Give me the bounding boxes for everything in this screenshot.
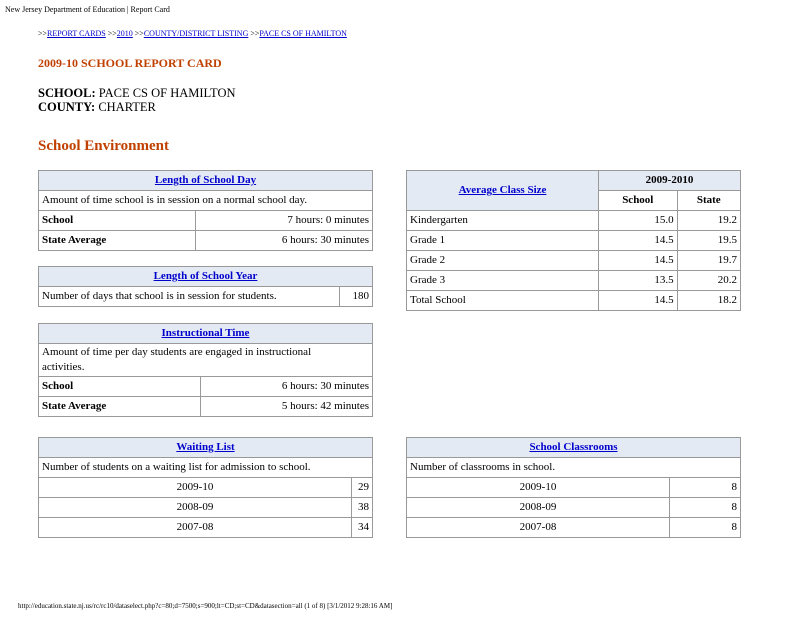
class-size-col-school: School (599, 191, 678, 211)
breadcrumb-link-2010[interactable]: 2010 (116, 29, 133, 38)
breadcrumb-link-county-district[interactable]: COUNTY/DISTRICT LISTING (143, 29, 249, 38)
instructional-time-link[interactable]: Instructional Time (161, 327, 250, 339)
classrooms-description: Number of classrooms in school. (407, 458, 741, 478)
table-row: Grade 2 14.5 19.7 (407, 251, 741, 271)
class-size-link[interactable]: Average Class Size (458, 184, 547, 196)
classrooms-table (406, 437, 741, 538)
classrooms-link[interactable]: School Classrooms (529, 441, 618, 453)
breadcrumb-link-school[interactable]: PACE CS OF HAMILTON (259, 29, 347, 38)
county-label: COUNTY: (38, 100, 96, 114)
table-row: 2007-08 34 (39, 518, 373, 538)
breadcrumb: >>REPORT CARDS >>2010 >>COUNTY/DISTRICT LISTING >>PACE CS OF HAMILTON (38, 29, 347, 38)
table-row: 2009-10 8 (407, 478, 741, 498)
length-of-year-value: 180 (340, 287, 373, 307)
length-of-year-table (38, 266, 373, 307)
table-row: 2007-08 8 (407, 518, 741, 538)
table-row: State Average 5 hours: 42 minutes (39, 397, 373, 417)
class-size-table (406, 170, 741, 311)
class-size-year: 2009-2010 (599, 171, 741, 191)
table-row: School 7 hours: 0 minutes (39, 211, 373, 231)
length-of-day-link[interactable]: Length of School Day (154, 174, 257, 186)
table-row: Grade 1 14.5 19.5 (407, 231, 741, 251)
waiting-list-description: Number of students on a waiting list for admission to school. (39, 458, 373, 478)
table-row: State Average 6 hours: 30 minutes (39, 231, 373, 251)
table-row: 2008-09 8 (407, 498, 741, 518)
instructional-time-description: Amount of time per day students are engaged in instructional activities. (39, 344, 373, 377)
report-title: 2009-10 SCHOOL REPORT CARD (38, 56, 222, 70)
waiting-list-link[interactable]: Waiting List (176, 441, 235, 453)
table-row: Grade 3 13.5 20.2 (407, 271, 741, 291)
section-title: School Environment (38, 138, 169, 154)
school-value: PACE CS OF HAMILTON (98, 86, 236, 100)
table-row (39, 287, 373, 307)
county-line (38, 100, 156, 115)
county-value: CHARTER (98, 100, 156, 114)
length-of-day-description: Amount of time school is in session on a normal school day. (39, 191, 373, 211)
length-of-day-table (38, 170, 373, 251)
window-title: New Jersey Department of Education | Report Card (5, 5, 170, 14)
table-row: School 6 hours: 30 minutes (39, 377, 373, 397)
waiting-list-table (38, 437, 373, 538)
table-row: Kindergarten 15.0 19.2 (407, 211, 741, 231)
table-row: 2009-10 29 (39, 478, 373, 498)
table-row: 2008-09 38 (39, 498, 373, 518)
instructional-time-table (38, 323, 373, 417)
class-size-col-state: State (677, 191, 740, 211)
school-line (38, 86, 236, 101)
table-row: Total School 14.5 18.2 (407, 291, 741, 311)
length-of-year-link[interactable]: Length of School Year (153, 270, 258, 282)
school-label: SCHOOL: (38, 86, 96, 100)
length-of-year-description: Number of days that school is in session for students. (39, 287, 340, 307)
breadcrumb-link-report-cards[interactable]: REPORT CARDS (47, 29, 106, 38)
footer-url: http://education.state.nj.us/rc/rc10/dataselect.php?c=80;d=7500;s=900;lt=CD;st=CD&datasection=all (1 of 8) [3/1/2012 9:28:16 AM] (18, 602, 393, 610)
